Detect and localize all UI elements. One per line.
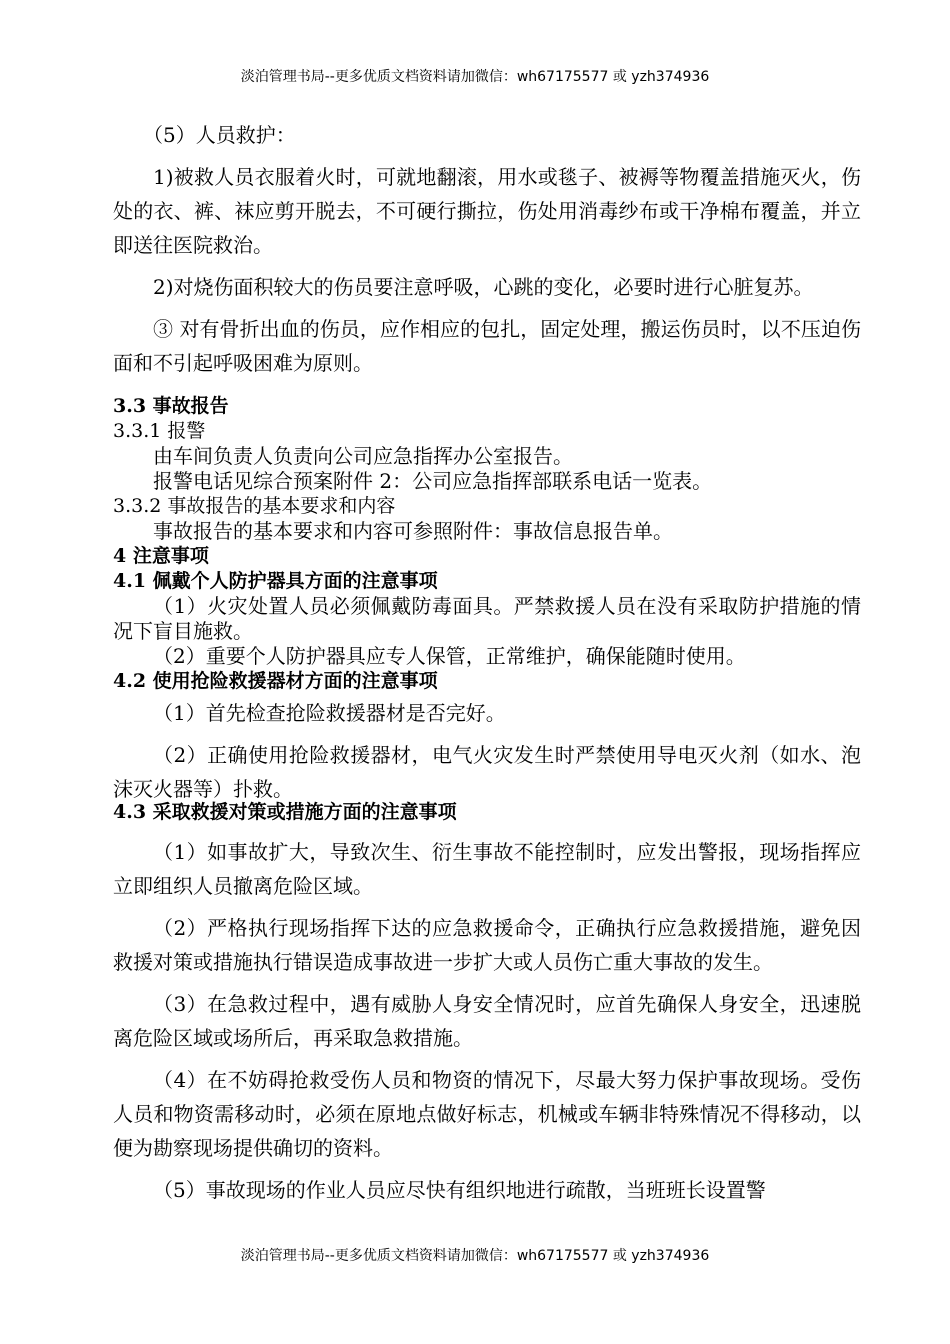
measures-paragraph-2: （2）严格执行现场指挥下达的应急救援命令，正确执行应急救援措施，避免因救援对策或措施执行错误造成事故进一步扩大或人员伤亡重大事故的发生。 bbox=[113, 916, 861, 974]
subheading-4-1: 4.1 佩戴个人防护器具方面的注意事项 bbox=[113, 570, 438, 592]
section-heading-3-3: 3.3 事故报告 bbox=[113, 395, 229, 417]
measures-paragraph-4: （4）在不妨碍抢救受伤人员和物资的情况下，尽最大努力保护事故现场。受伤人员和物资需移动时，必须在原地点做好标志，机械或车辆非特殊情况不得移动，以便为勘察现场提供确切的资料。 bbox=[113, 1068, 861, 1160]
ppe-paragraph-1: （1）火灾处置人员必须佩戴防毒面具。严禁救援人员在没有采取防护措施的情况下盲目施救。 bbox=[113, 594, 861, 643]
subheading-3-3-2: 3.3.2 事故报告的基本要求和内容 bbox=[113, 495, 396, 517]
equipment-paragraph-2: （2）正确使用抢险救援器材，电气火灾发生时严禁使用导电灭火剂（如水、泡沫灭火器等）扑救。 bbox=[113, 743, 861, 801]
section-heading-4: 4 注意事项 bbox=[113, 545, 209, 567]
report-section bbox=[113, 394, 861, 694]
rescue-section bbox=[113, 118, 861, 388]
measures-paragraph-1: （1）如事故扩大，导致次生、衍生事故不能控制时，应发出警报，现场指挥应立即组织人员撤离危险区域。 bbox=[113, 840, 861, 898]
subheading-4-2: 4.2 使用抢险救援器材方面的注意事项 bbox=[113, 670, 438, 692]
equipment-paragraph-1: （1）首先检查抢险救援器材是否完好。 bbox=[153, 701, 506, 725]
page-footer: 淡泊管理书局--更多优质文档资料请加微信：wh67175577 或 yzh374936 bbox=[240, 1248, 710, 1264]
rescue-paragraph-1: 1)被救人员衣服着火时，可就地翻滚，用水或毯子、被褥等物覆盖措施灭火，伤处的衣、裤、袜应剪开脱去，不可硬行撕拉，伤处用消毒纱布或干净棉布覆盖，并立即送往医院救治。 bbox=[113, 165, 861, 257]
measures-section bbox=[113, 800, 861, 1215]
rescue-title: （5）人员救护： bbox=[143, 123, 296, 147]
page-header: 淡泊管理书局--更多优质文档资料请加微信：wh67175577 或 yzh374936 bbox=[240, 69, 710, 85]
alarm-line-2: 报警电话见综合预案附件 2：公司应急指挥部联系电话一览表。 bbox=[153, 469, 713, 493]
equipment-section bbox=[113, 696, 861, 814]
report-requirements-line: 事故报告的基本要求和内容可参照附件：事故信息报告单。 bbox=[153, 519, 673, 543]
rescue-paragraph-3: ③ 对有骨折出血的伤员，应作相应的包扎，固定处理，搬运伤员时，以不压迫伤面和不引起呼吸困难为原则。 bbox=[113, 317, 861, 375]
measures-paragraph-3: （3）在急救过程中，遇有威胁人身安全情况时，应首先确保人身安全，迅速脱离危险区域或场所后，再采取急救措施。 bbox=[113, 992, 861, 1050]
rescue-paragraph-2: 2)对烧伤面积较大的伤员要注意呼吸，心跳的变化，必要时进行心脏复苏。 bbox=[153, 275, 814, 299]
measures-paragraph-5: （5）事故现场的作业人员应尽快有组织地进行疏散，当班班长设置警 bbox=[153, 1178, 766, 1202]
subheading-4-3: 4.3 采取救援对策或措施方面的注意事项 bbox=[113, 801, 457, 823]
alarm-line-1: 由车间负责人负责向公司应急指挥办公室报告。 bbox=[153, 444, 573, 468]
subheading-3-3-1: 3.3.1 报警 bbox=[113, 420, 206, 442]
ppe-paragraph-2: （2）重要个人防护器具应专人保管，正常维护，确保能随时使用。 bbox=[153, 644, 746, 668]
